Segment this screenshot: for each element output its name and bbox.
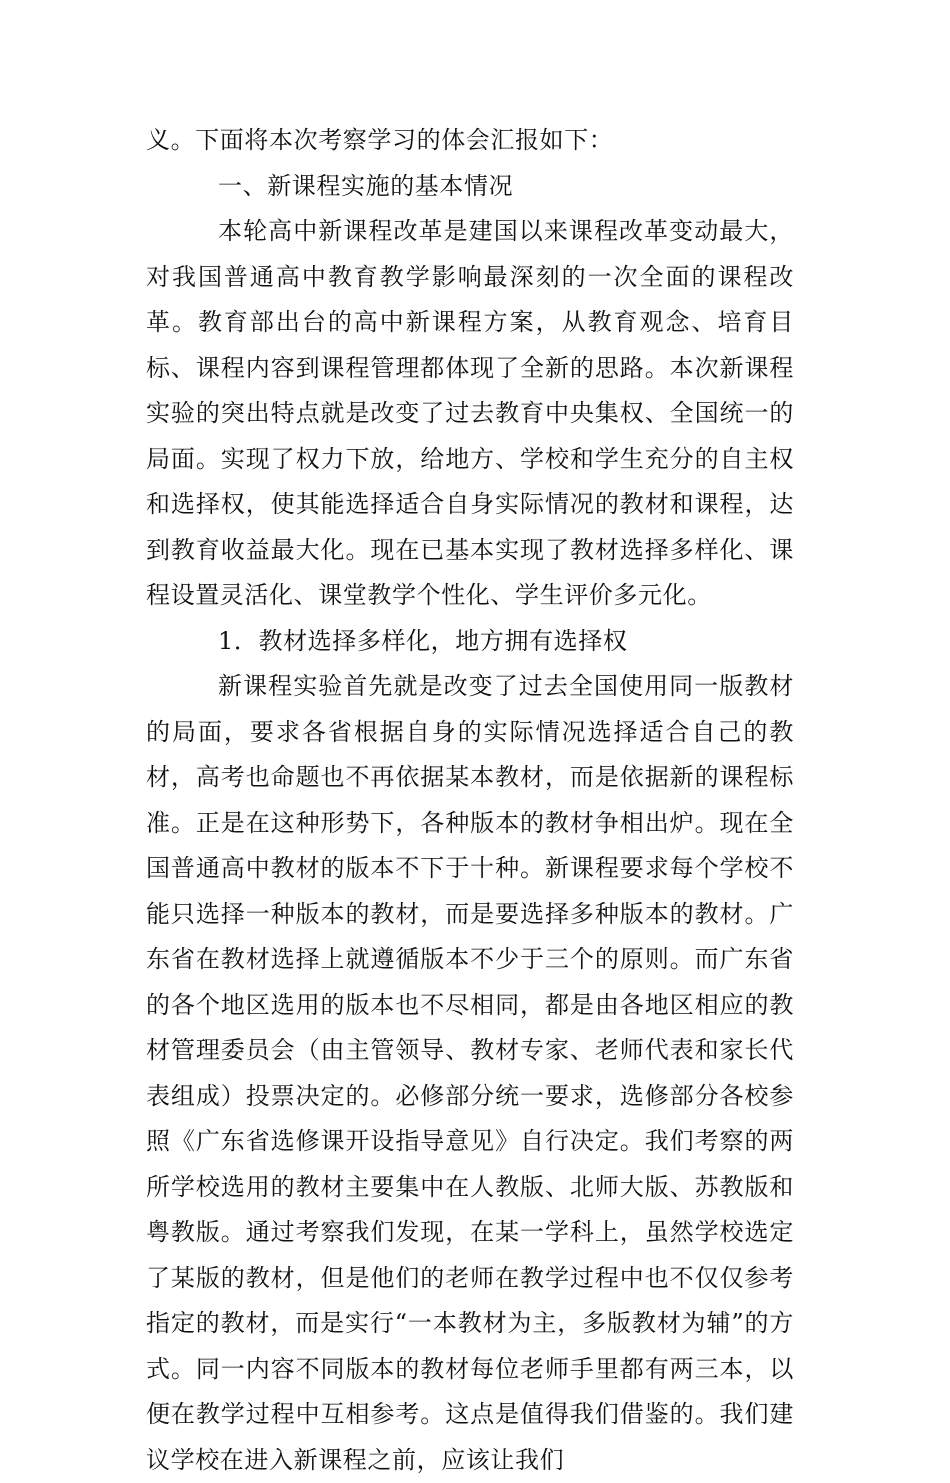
paragraph-textbook-selection: 新课程实验首先就是改变了过去全国使用同一版教材的局面，要求各省根据自身的实际情况选择适合自己的教材，高考也命题也不再依据某本教材，而是依据新的课程标准。正是在这种形势下，各种版本的教材争相出炉。现在全国普通高中教材的版本不下于十种。新课程要求每个学校不能只选择一种版本的教材，而是要选择多种版本的教材。广东省在教材选择上就遵循版本不少于三个的原则。而广东省的各个地区选用的版本也不尽相同，都是由各地区相应的教材管理委员会（由主管领导、教材专家、老师代表和家长代表组成）投票决定的。必修部分统一要求，选修部分各校参照《广东省选修课开设指导意见》自行决定。我们考察的两所学校选用的教材主要集中在人教版、北师大版、苏教版和粤教版。通过考察我们发现，在某一学科上，虽然学校选定了某版的教材，但是他们的老师在教学过程中也不仅仅参考指定的教材，而是实行“一本教材为主，多版教材为辅”的方式。同一内容不同版本的教材每位老师手里都有两三本，以便在教学过程中互相参考。这点是值得我们借鉴的。我们建议学校在进入新课程之前，应该让我们 [146,672,794,1474]
section-heading-basic-situation: 一、新课程实施的基本情况 [218,171,514,200]
subsection-heading-textbook-diversity: 1．教材选择多样化，地方拥有选择权 [218,626,628,655]
document-body [146,118,794,1483]
paragraph-curriculum-reform: 本轮高中新课程改革是建国以来课程改革变动最大，对我国普通高中教育教学影响最深刻的一次全面的课程改革。教育部出台的高中新课程方案，从教育观念、培育目标、课程内容到课程管理都体现了全新的思路。本次新课程实验的突出特点就是改变了过去教育中央集权、全国统一的局面。实现了权力下放，给地方、学校和学生充分的自主权和选择权，使其能选择适合自身实际情况的教材和课程，达到教育收益最大化。现在已基本实现了教材选择多样化、课程设置灵活化、课堂教学个性化、学生评价多元化。 [146,217,794,609]
paragraph-intro-ending: 义。下面将本次考察学习的体会汇报如下： [146,126,614,154]
